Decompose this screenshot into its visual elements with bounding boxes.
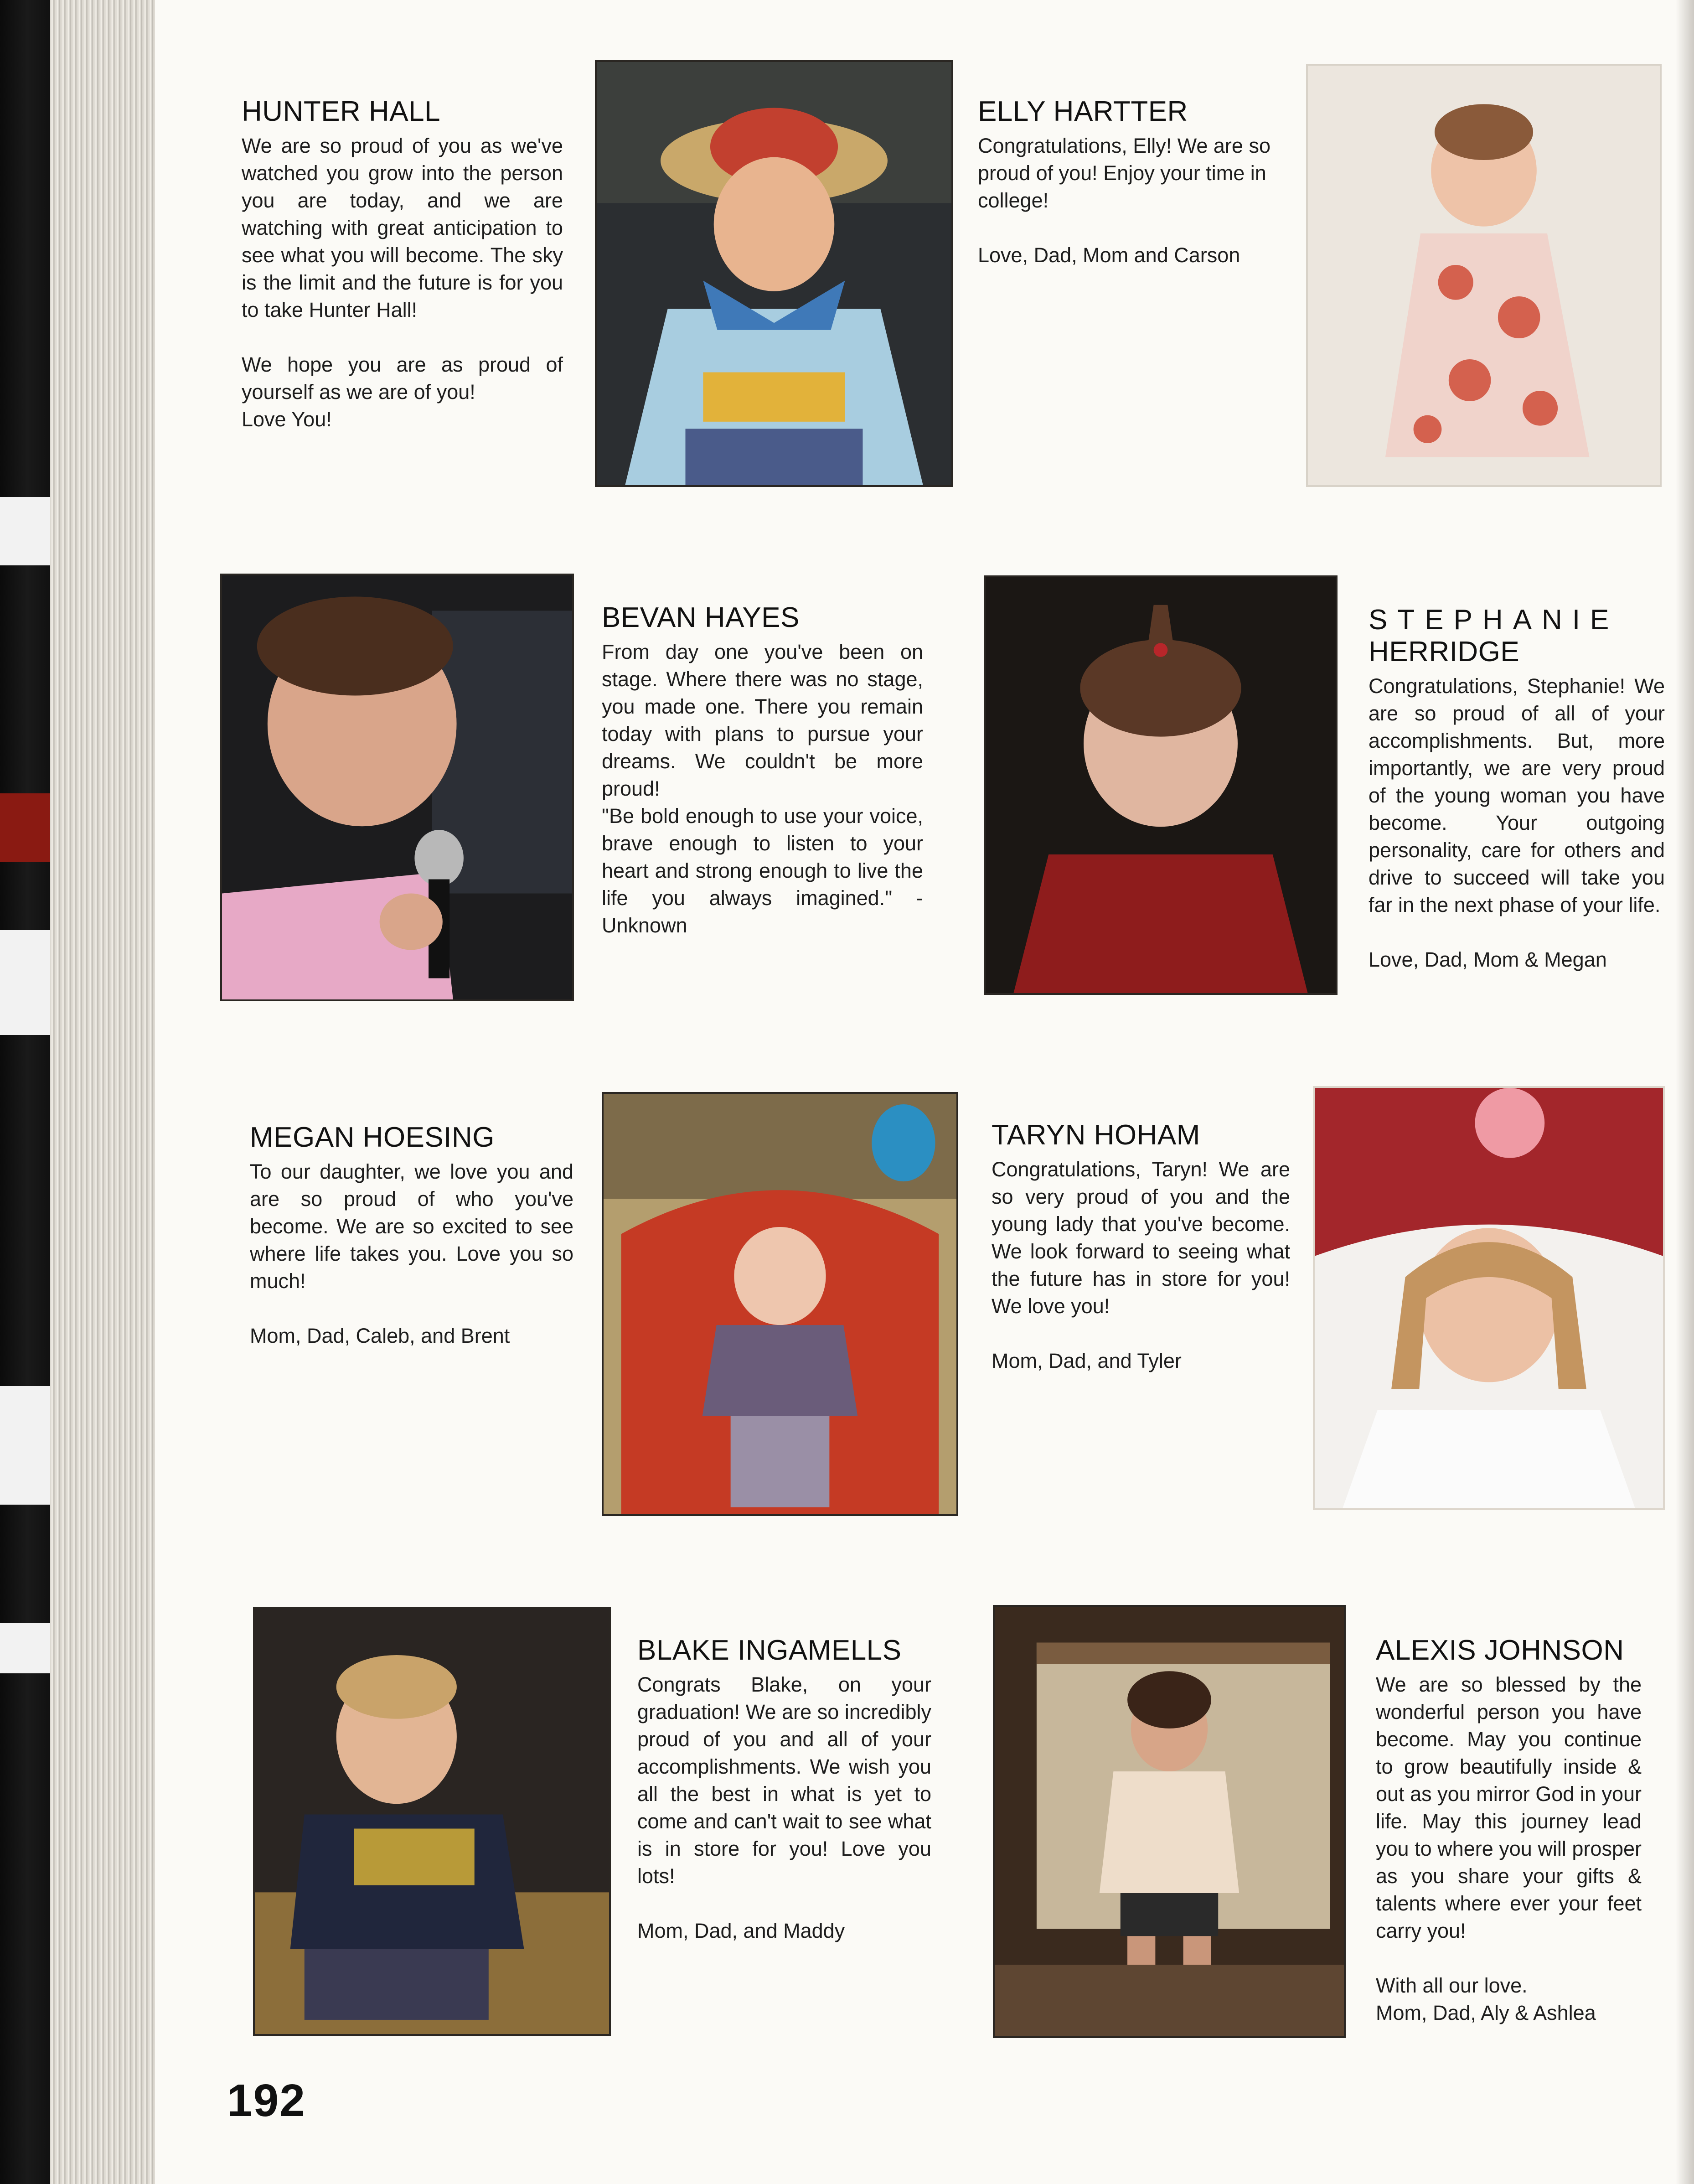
spine-stripe [0, 1623, 50, 1673]
entry-message: Congratulations, Taryn! We are so very proud of you and the young lady that you've become. We look forward to seeing what the future has in store for you! We love you! [992, 1158, 1290, 1318]
entry-alexis-johnson [1376, 1635, 1642, 2027]
entry-signature: Love, Dad, Mom & Megan [1369, 948, 1607, 971]
page-shadow [1676, 0, 1694, 2184]
entry-message: Congrats Blake, on your graduation! We are so incredibly proud of you and all of your accomplishments. We wish you all the best in what is yet to come and can't wait to see what is in store for you! Love you lots! [637, 1673, 931, 1888]
entry-blake-ingamells [637, 1635, 931, 1945]
entry-signature-line-2: Mom, Dad, Aly & Ashlea [1376, 2001, 1596, 2024]
entry-megan-hoesing [250, 1122, 573, 1350]
photo-stephanie-herridge [984, 575, 1338, 995]
page-number: 192 [227, 2075, 306, 2126]
entry-name: ALEXIS JOHNSON [1376, 1635, 1624, 1666]
entry-name: BLAKE INGAMELLS [637, 1635, 902, 1666]
spine-stripe [0, 930, 50, 1035]
photo-hunter-hall [595, 60, 953, 487]
entry-name: MEGAN HOESING [250, 1122, 495, 1153]
entry-name-line-1: STEPHANIE [1369, 604, 1619, 636]
entry-name: BEVAN HAYES [602, 602, 800, 633]
entry-signature-line-1: With all our love. [1376, 1974, 1528, 1997]
entry-signature: Mom, Dad, Caleb, and Brent [250, 1324, 510, 1347]
entry-signature: Mom, Dad, and Maddy [637, 1919, 845, 1942]
entry-name-line-2: HERRIDGE [1369, 636, 1520, 668]
photo-bevan-hayes [220, 574, 574, 1001]
entry-signature: Mom, Dad, and Tyler [992, 1349, 1182, 1372]
entry-taryn-hoham [992, 1119, 1290, 1375]
book-spine [0, 0, 50, 2184]
entry-message: Congratulations, Stephanie! We are so proud of all of your accomplishments. But, more importantly, we are very proud of the young woman you have become. Your outgoing personality, care for others and drive to succeed will take you far in the next phase of your life. [1369, 674, 1665, 916]
entry-elly-hartter [978, 96, 1288, 269]
entry-name: TARYN HOHAM [992, 1119, 1200, 1151]
spine-stripe [0, 1386, 50, 1505]
spine-red-mark [0, 793, 50, 862]
entry-name: ELLY HARTTER [978, 96, 1188, 127]
entry-message: We are so proud of you as we've watched you grow into the person you are today, and we are watching with great anticipation to see what you will become. The sky is the limit and the future is for you to take Hunter Hall! [242, 134, 563, 321]
entry-message: Congratulations, Elly! We are so proud of you! Enjoy your time in college! [978, 134, 1270, 212]
entry-signature: Love, Dad, Mom and Carson [978, 243, 1240, 267]
entry-signature: Love You! [242, 408, 332, 431]
photo-alexis-johnson [993, 1605, 1346, 2038]
entry-name: HUNTER HALL [242, 96, 441, 127]
entry-message: We are so blessed by the wonderful person you have become. May you continue to grow beautifully inside & out as you mirror God in your life. May this journey lead you to where you will prosper as you share your gifts & talents where ever your feet carry you! [1376, 1673, 1642, 1942]
entry-message: From day one you've been on stage. Where there was no stage, you made one. There you remain today with plans to pursue your dreams. We couldn't be more proud! [602, 640, 923, 800]
entry-bevan-hayes [602, 602, 923, 939]
entry-stephanie-herridge [1369, 604, 1665, 973]
photo-blake-ingamells [253, 1607, 611, 2036]
entry-message: To our daughter, we love you and are so proud of who you've become. We are so excited to see where life takes you. Love you so much! [250, 1160, 573, 1293]
entry-hunter-hall [242, 96, 563, 433]
page-edges [50, 0, 155, 2184]
photo-elly-hartter [1306, 64, 1662, 487]
entry-quote: "Be bold enough to use your voice, brave enough to listen to your heart and strong enough to live the life you always imagined." - Unknown [602, 804, 923, 937]
photo-megan-hoesing [602, 1092, 958, 1516]
photo-taryn-hoham [1313, 1086, 1665, 1510]
entry-message-2: We hope you are as proud of yourself as we are of you! [242, 353, 563, 404]
spine-stripe [0, 497, 50, 565]
